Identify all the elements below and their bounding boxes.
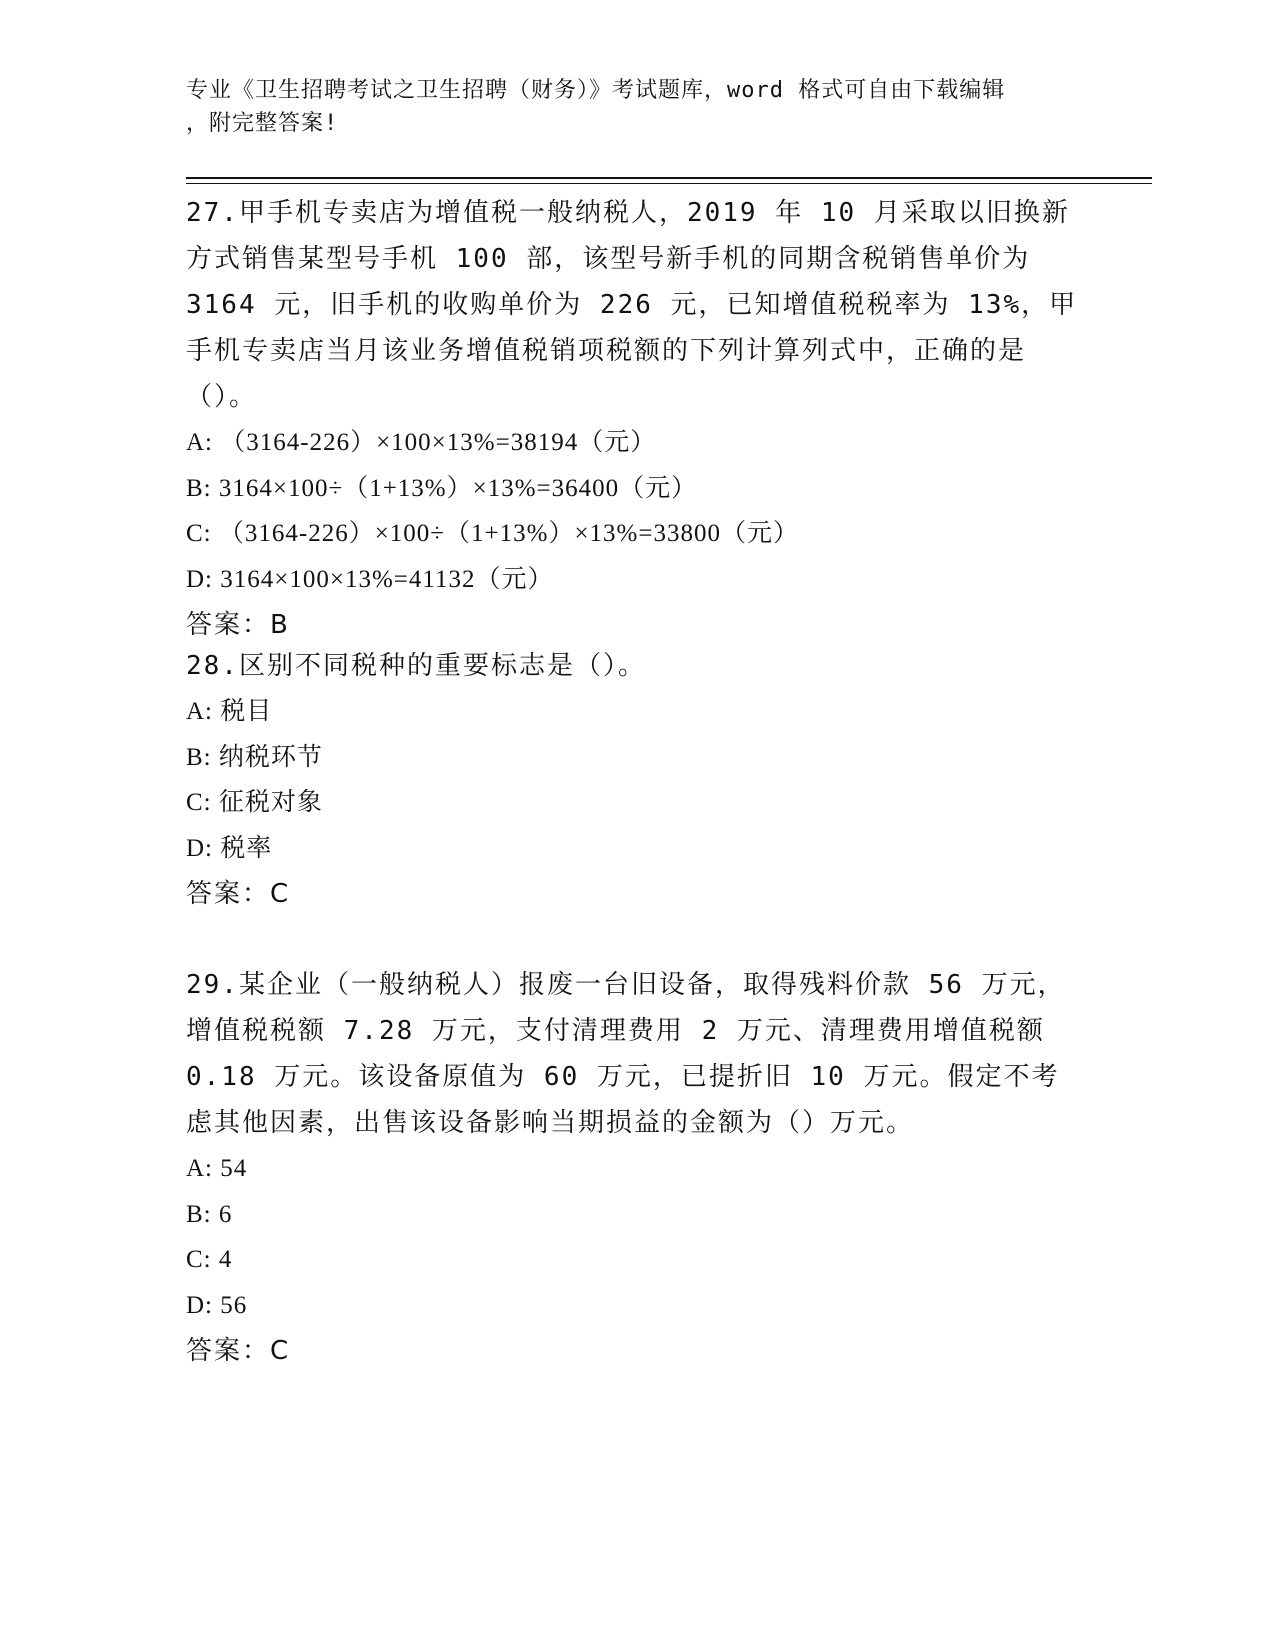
answer-line: 答案：C (186, 1336, 291, 1366)
option-b: B: 6 (186, 1200, 233, 1228)
question-28 (186, 643, 1086, 917)
option-d: D: 3164×100×13%=41132（元） (186, 565, 554, 593)
answer-line: 答案：B (186, 610, 290, 640)
option-c: C: 征税对象 (186, 789, 323, 816)
question-stem: 27.甲手机专卖店为增值税一般纳税人，2019 年 10 月采取以旧换新方式销售某型号手机 100 部，该型号新手机的同期含税销售单价为 3164 元，旧手机的收购单价为 226 元，已知增值税税率为 13%，甲手机专卖店当月该业务增值税销项税额的下列计算列式中，正确的是（）。 (186, 198, 1078, 412)
option-a: A: （3164-226）×100×13%=38194（元） (186, 429, 657, 456)
option-d: D: 56 (186, 1291, 248, 1319)
header-line-2: ，附完整答案! (186, 111, 339, 136)
answer-line: 答案：C (186, 879, 291, 909)
option-a: A: 税目 (186, 698, 273, 725)
header-divider-thick (186, 177, 1152, 179)
option-a: A: 54 (186, 1155, 248, 1182)
question-stem: 28.区别不同税种的重要标志是（）。 (186, 651, 646, 681)
option-c: C: （3164-226）×100÷（1+13%）×13%=33800（元） (186, 520, 799, 547)
header-line-1: 专业《卫生招聘考试之卫生招聘（财务）》考试题库，word 格式可自由下载编辑 (186, 78, 1006, 103)
option-d: D: 税率 (186, 834, 273, 862)
document-header (186, 74, 1066, 140)
header-divider-thin (186, 183, 1152, 184)
question-stem: 29.某企业（一般纳税人）报废一台旧设备，取得残料价款 56 万元，增值税税额 7.28 万元，支付清理费用 2 万元、清理费用增值税额 0.18 万元。该设备原值为 60 万元，已提折旧 10 万元。假定不考虑其他因素，出售该设备影响当期损益的金额为（）万元。 (186, 970, 1066, 1138)
option-b: B: 纳税环节 (186, 743, 323, 771)
question-29 (186, 962, 1086, 1374)
option-b: B: 3164×100÷（1+13%）×13%=36400（元） (186, 474, 698, 502)
option-c: C: 4 (186, 1246, 233, 1273)
question-27 (186, 190, 1086, 648)
